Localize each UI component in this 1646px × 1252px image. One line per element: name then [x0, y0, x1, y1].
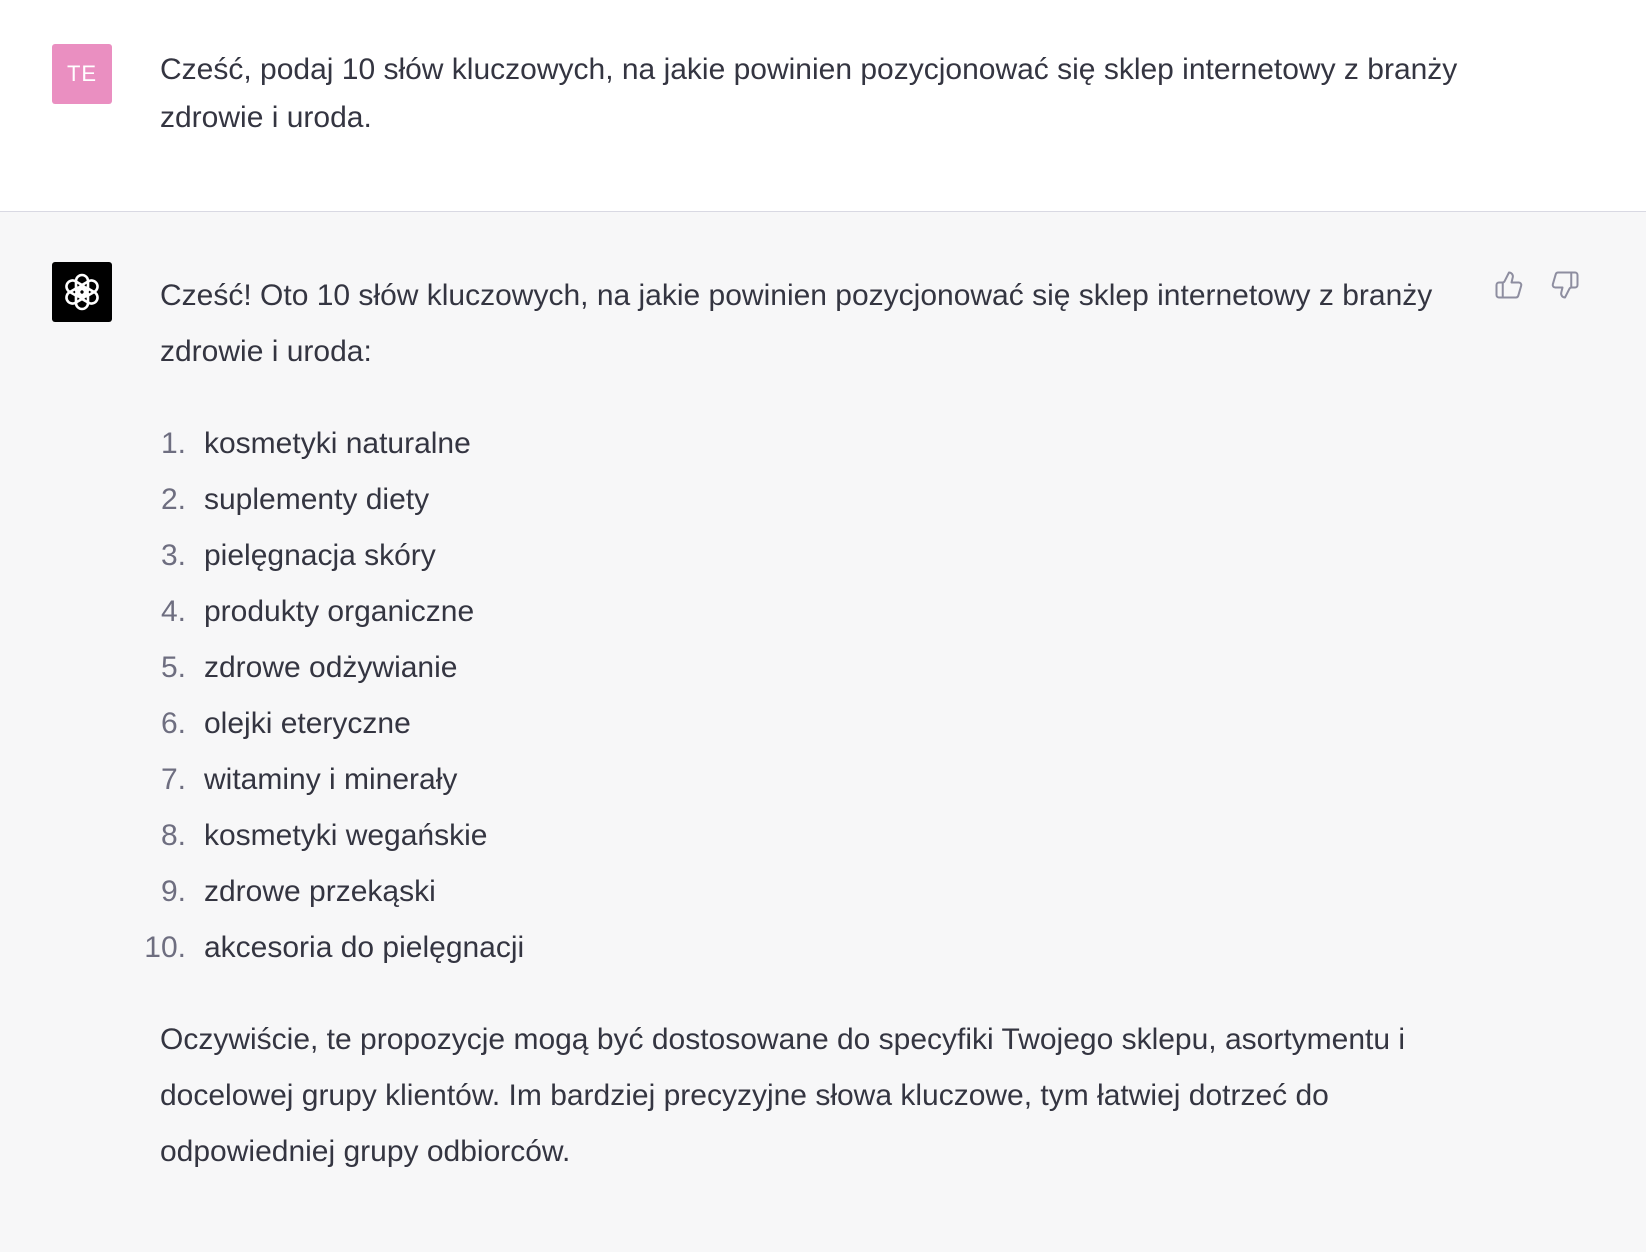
list-item: 5. zdrowe odżywianie: [160, 651, 458, 684]
assistant-intro-text: Cześć! Oto 10 słów kluczowych, na jakie powinien pozycjonować się sklep internetowy z branży zdrowie i uroda:: [160, 279, 1433, 368]
thumbs-down-icon: [1550, 270, 1580, 300]
thumbs-up-button[interactable]: [1492, 268, 1526, 302]
list-item: 4. produkty organiczne: [160, 595, 475, 628]
list-item: 8. kosmetyki wegańskie: [160, 819, 488, 852]
keyword-list: [144, 416, 1480, 976]
list-item: 6. olejki eteryczne: [160, 707, 411, 740]
list-item: 2. suplementy diety: [160, 483, 430, 516]
list-item: 7. witaminy i minerały: [160, 763, 458, 796]
list-item: 3. pielęgnacja skóry: [160, 539, 436, 572]
list-item: 10. akcesoria do pielęgnacji: [144, 931, 525, 964]
assistant-avatar: [52, 262, 112, 322]
thumbs-up-icon: [1494, 270, 1524, 300]
list-item: 1. kosmetyki naturalne: [160, 427, 471, 460]
openai-logo-icon: [60, 270, 104, 314]
assistant-message-content: [144, 268, 1480, 1180]
assistant-message: [0, 212, 1646, 1252]
feedback-controls: [1492, 268, 1582, 302]
user-avatar: [52, 44, 112, 104]
user-message: [0, 0, 1646, 212]
user-message-text: Cześć, podaj 10 słów kluczowych, na jakie powinien pozycjonować się sklep internetowy z branży zdrowie i uroda.: [160, 53, 1458, 134]
user-avatar-initials: TE: [66, 61, 98, 86]
thumbs-down-button[interactable]: [1548, 268, 1582, 302]
assistant-outro-text: Oczywiście, te propozycje mogą być dostosowane do specyfiki Twojego sklepu, asortymentu i docelowej grupy klientów. Im bardziej precyzyjne słowa kluczowe, tym łatwiej dotrzeć do odpowiedniej grupy odbiorców.: [160, 1023, 1406, 1168]
list-item: 9. zdrowe przekąski: [160, 875, 436, 908]
